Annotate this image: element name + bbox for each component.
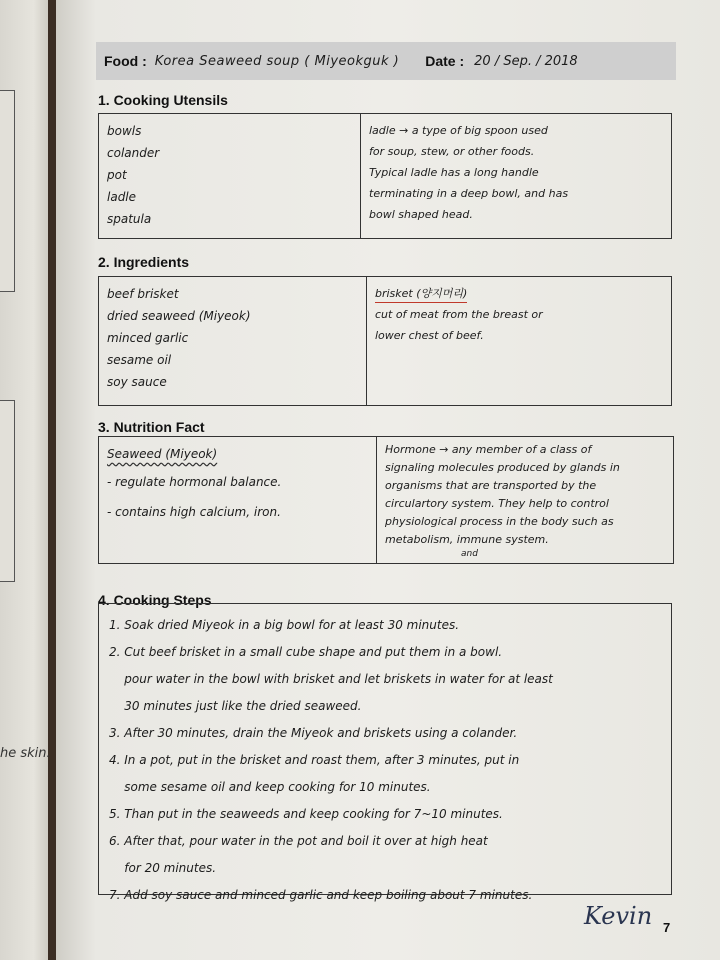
note-line: lower chest of beef.: [375, 329, 484, 342]
nutrition-item: - regulate hormonal balance.: [107, 475, 282, 489]
step-line: 2. Cut beef brisket in a small cube shape and put them in a bowl.: [109, 645, 503, 659]
food-value: Korea Seaweed soup ( Miyeokguk ): [154, 53, 400, 69]
left-page-fragment: he skin.: [0, 746, 51, 761]
note-insert: and: [461, 549, 478, 559]
utensils-table: [98, 113, 672, 239]
utensils-title: 1. Cooking Utensils: [98, 92, 228, 108]
step-line: 7. Add soy sauce and minced garlic and keep boiling about 7 minutes.: [109, 888, 533, 902]
utensil-item: pot: [107, 168, 127, 182]
note-line: Hormone → any member of a class of: [385, 443, 592, 456]
nutrition-title: 3. Nutrition Fact: [98, 419, 205, 435]
steps-list: [99, 604, 669, 902]
nutrition-table: [98, 436, 674, 564]
ingredients-note: [367, 277, 669, 405]
note-line: metabolism, immune system.: [385, 533, 549, 546]
note-line: ladle → a type of big spoon used: [369, 124, 548, 137]
ingredient-item: beef brisket: [107, 287, 179, 301]
note-term: brisket (양지머리): [375, 286, 467, 303]
step-line: 5. Than put in the seaweeds and keep cooking for 7~10 minutes.: [109, 807, 503, 821]
note-line: cut of meat from the breast or: [375, 308, 543, 321]
step-line: 30 minutes just like the dried seaweed.: [109, 699, 362, 713]
step-line: 1. Soak dried Miyeok in a big bowl for at least 30 minutes.: [109, 618, 460, 632]
utensil-item: spatula: [107, 212, 152, 226]
header-bar: [96, 42, 676, 80]
worksheet-page: [56, 0, 720, 960]
utensil-item: ladle: [107, 190, 137, 204]
nutrition-list: [99, 437, 377, 563]
page-number: 7: [663, 920, 671, 935]
step-line: 3. After 30 minutes, drain the Miyeok and briskets using a colander.: [109, 726, 518, 740]
note-line: signaling molecules produced by glands in: [385, 461, 620, 474]
left-page-box: [0, 400, 15, 582]
utensil-item: bowls: [107, 124, 142, 138]
nutrition-item: - contains high calcium, iron.: [107, 505, 281, 519]
note-line: physiological process in the body such as: [385, 515, 614, 528]
utensils-note: [361, 114, 669, 238]
step-line: 4. In a pot, put in the brisket and roast them, after 3 minutes, put in: [109, 753, 520, 767]
steps-title: 4. Cooking Steps: [98, 592, 212, 608]
step-line: pour water in the bowl with brisket and let briskets in water for at least: [109, 672, 553, 686]
ingredient-item: sesame oil: [107, 353, 172, 367]
nutrition-note: [377, 437, 671, 563]
note-line: Typical ladle has a long handle: [369, 166, 539, 179]
steps-table: [98, 603, 672, 902]
food-label: Food :: [104, 53, 147, 69]
ingredient-item: dried seaweed (Miyeok): [107, 309, 251, 323]
date-label: Date :: [425, 53, 465, 69]
note-line: circulartory system. They help to control: [385, 497, 609, 510]
utensil-item: colander: [107, 146, 160, 160]
ingredients-table: [98, 276, 672, 406]
date-value: 20 / Sep. / 2018: [474, 53, 578, 69]
note-line: bowl shaped head.: [369, 208, 473, 221]
ingredients-title: 2. Ingredients: [98, 254, 190, 270]
note-line: for soup, stew, or other foods.: [369, 145, 535, 158]
left-page-edge: [0, 0, 51, 960]
note-line: terminating in a deep bowl, and has: [369, 187, 569, 200]
note-line: organisms that are transported by the: [385, 479, 597, 492]
step-line: for 20 minutes.: [109, 861, 217, 875]
utensils-list: [99, 114, 361, 238]
signature: Kevin: [584, 902, 653, 930]
step-line: 6. After that, pour water in the pot and boil it over at high heat: [109, 834, 488, 848]
left-page-box: [0, 90, 15, 292]
ingredient-item: soy sauce: [107, 375, 167, 389]
ingredient-item: minced garlic: [107, 331, 189, 345]
step-line: some sesame oil and keep cooking for 10 minutes.: [109, 780, 431, 794]
nutrition-heading: Seaweed (Miyeok): [107, 447, 218, 461]
ingredients-list: [99, 277, 367, 405]
